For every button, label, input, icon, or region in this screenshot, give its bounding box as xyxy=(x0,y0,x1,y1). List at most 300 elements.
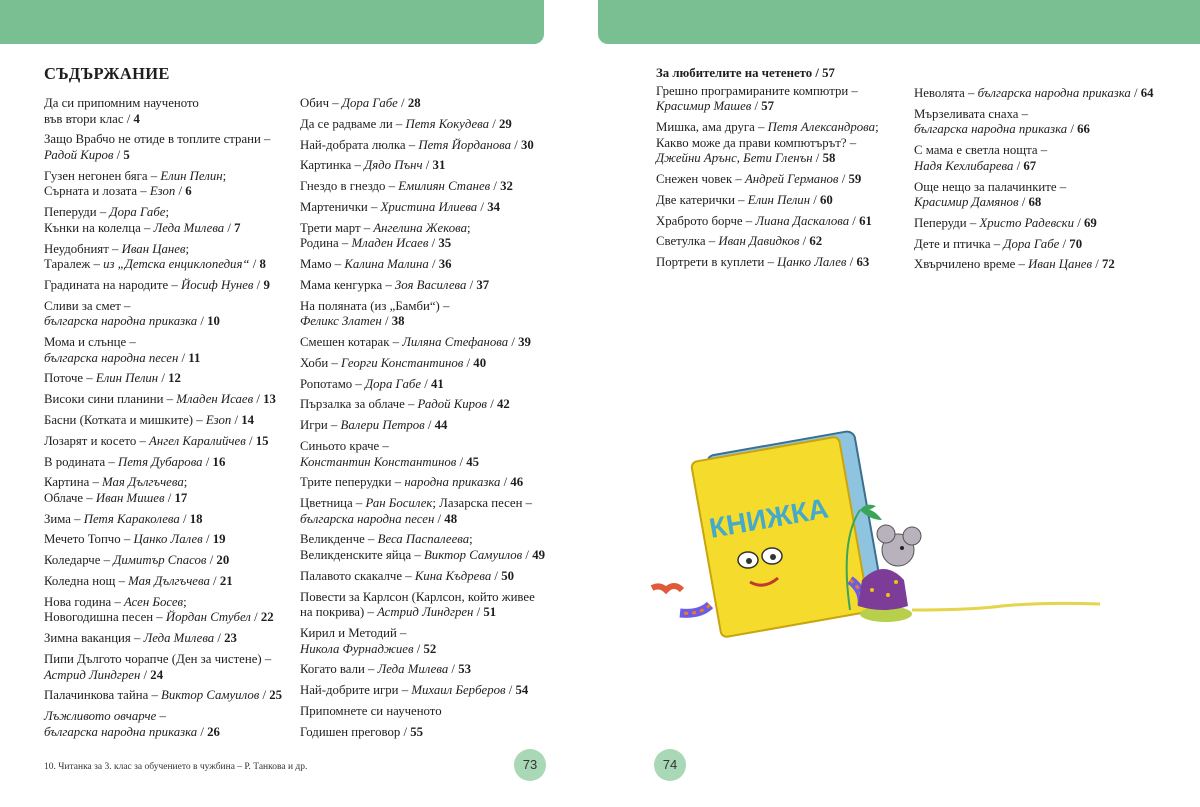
title-text: / xyxy=(202,532,213,547)
page-ref: 51 xyxy=(483,605,497,620)
toc-entry xyxy=(44,335,289,366)
page-ref: 4 xyxy=(133,111,140,126)
title-text: / xyxy=(179,511,190,526)
toc-entry xyxy=(656,172,906,188)
page-ref: 28 xyxy=(407,96,421,110)
toc-entry-line xyxy=(914,257,1164,273)
title-text: Нова година – xyxy=(44,594,125,609)
page-ref: 5 xyxy=(123,147,130,162)
page-ref: 14 xyxy=(241,412,255,427)
title-text: / xyxy=(381,314,392,329)
author-name: Никола Фурнаджиев xyxy=(300,641,414,656)
author-name: Йосиф Нунев xyxy=(180,277,254,292)
page-ref: 67 xyxy=(1023,158,1037,173)
toc-entry-line xyxy=(300,356,545,372)
toc-entry-line xyxy=(656,120,906,136)
title-text: Синьото краче – xyxy=(300,438,389,453)
toc-entry xyxy=(300,221,545,252)
author-name: Леда Милева xyxy=(143,631,215,646)
toc-entry-line xyxy=(44,668,289,684)
toc-entry-line xyxy=(44,392,289,408)
title-text: Басни (Котката и мишките) – xyxy=(44,412,206,427)
author-name: българска народна приказка xyxy=(44,724,198,739)
author-name: Цанко Лалев xyxy=(133,532,203,547)
author-name: Петя Александрова xyxy=(767,119,876,134)
toc-entry-line xyxy=(44,475,289,491)
toc-entry-line xyxy=(44,532,289,548)
title-text: / xyxy=(500,475,511,490)
page-ref: 11 xyxy=(188,350,201,365)
toc-entry-line xyxy=(44,413,289,429)
page-ref: 66 xyxy=(1077,122,1090,137)
title-text: / xyxy=(810,192,821,207)
toc-entry-line xyxy=(44,595,289,611)
title-text: ; Лазарска песен – xyxy=(432,496,533,511)
title-text: / xyxy=(164,490,175,505)
title-text: / xyxy=(209,574,220,589)
author-name: Елин Пелин xyxy=(160,168,223,183)
author-name: Радой Киров xyxy=(44,147,114,162)
toc-entry-line xyxy=(44,205,289,221)
toc-entry-line xyxy=(44,491,289,507)
footer-note: 10. Читанка за 3. клас за обучението в чужбина – Р. Танкова и др. xyxy=(44,762,308,772)
page-ref: 25 xyxy=(269,688,283,703)
toc-entry xyxy=(44,512,289,528)
page-ref: 21 xyxy=(219,574,233,589)
toc-entry xyxy=(914,257,1164,273)
title-text: ; xyxy=(466,220,471,235)
author-name: Йордан Стубел xyxy=(165,610,251,625)
author-name: Димитър Спасов xyxy=(113,553,207,568)
title-text: Пеперуди – xyxy=(914,215,980,230)
toc-entry xyxy=(914,86,1164,102)
toc-entry-line xyxy=(44,132,289,148)
toc-entry xyxy=(44,299,289,330)
title-text: Снежен човек – xyxy=(656,171,745,186)
toc-entry-line xyxy=(300,278,545,294)
toc-entry-line xyxy=(300,200,545,216)
title-text: / xyxy=(466,277,477,292)
page-ref: 12 xyxy=(168,371,181,386)
title-text: Хвърчилено време – xyxy=(914,257,1029,272)
author-name: Андрей Германов xyxy=(744,171,839,186)
page-ref: 8 xyxy=(259,257,266,272)
author-name: Петя Кокудева xyxy=(405,116,489,131)
title-text: ; xyxy=(875,119,879,134)
toc-entry-line xyxy=(656,136,906,152)
toc-entry-line xyxy=(300,96,545,112)
toc-entry-line xyxy=(44,371,289,387)
title-text: ; xyxy=(469,532,473,547)
toc-entry-line xyxy=(44,221,289,237)
title-text: Да си припомним наученото xyxy=(44,96,199,110)
toc-entry-line xyxy=(300,397,545,413)
title-text: ; xyxy=(165,205,170,220)
author-name: Лиляна Стефанова xyxy=(402,335,509,349)
page-ref: 9 xyxy=(263,277,270,292)
title-text: / xyxy=(178,350,189,365)
author-name: Джейни Арънс, Бети Гленън xyxy=(656,151,813,166)
author-name: Красимир Дамянов xyxy=(914,195,1019,210)
page-ref: 24 xyxy=(150,667,164,682)
author-name: Младен Исаев xyxy=(176,392,254,407)
title-text: / xyxy=(490,179,501,194)
title-text: / xyxy=(175,184,186,199)
title-text: Още нещо за палачинките – xyxy=(914,179,1067,194)
toc-entry xyxy=(300,96,545,112)
toc-entry xyxy=(914,107,1164,138)
title-text: / xyxy=(511,137,521,152)
toc-entry-line xyxy=(914,143,1164,159)
title-text: / xyxy=(422,158,433,173)
title-text: Смешен котарак – xyxy=(300,335,403,349)
title-text: / xyxy=(428,236,439,251)
title-text: Грешно програмираните компютри – xyxy=(656,83,858,98)
author-name: Петя Караколева xyxy=(83,511,180,526)
title-text: / xyxy=(508,335,519,349)
book-mouse-illustration xyxy=(650,430,1100,660)
toc-entry xyxy=(300,590,545,621)
author-name: Христо Радевски xyxy=(979,215,1075,230)
header-band-right xyxy=(598,0,1200,44)
author-name: българска народна песен xyxy=(300,511,435,526)
toc-entry-line xyxy=(300,299,545,315)
toc-entry xyxy=(300,418,545,434)
toc-entry-line xyxy=(300,221,545,237)
title-text: Новогодишна песен – xyxy=(44,610,166,625)
toc-entry xyxy=(44,278,289,294)
title-text: Годишен преговор / xyxy=(300,724,411,739)
author-name: българска народна песен xyxy=(44,350,179,365)
title-text: Сърната и лозата – xyxy=(44,184,150,199)
title-text: В родината – xyxy=(44,454,118,469)
title-text: / xyxy=(846,255,857,270)
author-name: Елин Пелин xyxy=(95,371,159,386)
title-text: Игри – xyxy=(300,418,341,433)
page-ref: 44 xyxy=(434,418,448,433)
toc-entry-line xyxy=(300,569,545,585)
toc-entry xyxy=(656,193,906,209)
author-name: Калина Малина xyxy=(344,257,429,272)
page-ref: 49 xyxy=(532,548,545,563)
toc-entry-line xyxy=(44,725,289,741)
toc-entry-line xyxy=(44,96,289,112)
toc-entry-line xyxy=(300,626,545,642)
title-text: Мамо – xyxy=(300,257,345,272)
toc-entry xyxy=(300,257,545,273)
toc-entry-line xyxy=(44,278,289,294)
author-name: Елин Пелин xyxy=(747,192,811,207)
toc-entry-line xyxy=(300,532,545,548)
toc-entry-line xyxy=(44,299,289,315)
page-ref: 70 xyxy=(1069,236,1083,251)
toc-entry-line xyxy=(914,107,1164,123)
author-name: Христина Илиева xyxy=(380,199,478,214)
header-band-left xyxy=(0,0,544,44)
author-name: Красимир Машев xyxy=(656,99,752,114)
author-name: българска народна приказка xyxy=(977,86,1131,100)
title-text: / xyxy=(505,683,516,698)
author-name: Леда Милева xyxy=(153,220,225,235)
toc-entry-line xyxy=(44,148,289,164)
toc-entry xyxy=(44,532,289,548)
page-ref: 18 xyxy=(189,511,203,526)
toc-entry-line xyxy=(656,193,906,209)
toc-entry-line xyxy=(300,642,545,658)
toc-entry-line xyxy=(300,377,545,393)
toc-entry-line xyxy=(914,159,1164,175)
author-name: Петя Йорданова xyxy=(418,137,511,152)
toc-entry-line xyxy=(300,725,545,741)
title-text: Коледна нощ – xyxy=(44,574,129,589)
toc-entry-line xyxy=(44,434,289,450)
title-text: Мечето Топчо – xyxy=(44,532,134,547)
page-ref: 59 xyxy=(848,171,862,186)
title-text: Най-добрите игри – xyxy=(300,683,412,698)
author-name: Дора Габе xyxy=(365,376,422,391)
author-name: из „Детска енциклопедия“ xyxy=(103,257,250,272)
toc-entry xyxy=(300,439,545,470)
toc-entry-line xyxy=(656,151,906,167)
toc-entry xyxy=(656,120,906,167)
toc-entry xyxy=(44,652,289,683)
page-ref: 26 xyxy=(207,724,220,739)
title-text: / xyxy=(448,662,459,677)
page-ref: 38 xyxy=(391,314,405,329)
title-text: Поточе – xyxy=(44,371,96,386)
title-text: Светулка – xyxy=(656,234,719,249)
page-ref: 69 xyxy=(1084,215,1097,230)
toc-entry xyxy=(300,626,545,657)
page-ref: 46 xyxy=(510,475,524,490)
title-text: Кънки на колелца – xyxy=(44,220,154,235)
title-text: Портрети в куплети – xyxy=(656,255,778,270)
author-name: Иван Цанев xyxy=(1028,257,1093,272)
page-ref: 57 xyxy=(761,99,775,114)
toc-entry-line xyxy=(914,237,1164,253)
toc-column-4 xyxy=(914,86,1164,278)
toc-entry xyxy=(44,631,289,647)
title-text: на покрива) – xyxy=(300,605,378,620)
toc-column-2 xyxy=(300,96,545,745)
title-text: / xyxy=(214,631,225,646)
author-name: Петя Дубарова xyxy=(117,454,203,469)
title-text: / xyxy=(202,454,213,469)
toc-entry xyxy=(300,532,545,563)
toc-entry-line xyxy=(44,242,289,258)
title-text: ; xyxy=(185,241,190,256)
page-ref: 42 xyxy=(496,397,510,412)
page-ref: 55 xyxy=(410,724,424,739)
toc-entry-line xyxy=(44,257,289,273)
toc-entry-line xyxy=(44,335,289,351)
toc-entry-line xyxy=(300,179,545,195)
toc-column-3-list xyxy=(656,84,906,271)
title-text: Градината на народите – xyxy=(44,277,181,292)
author-name: Виктор Самуилов xyxy=(161,688,260,703)
title-text: Неудобният – xyxy=(44,241,122,256)
toc-entry xyxy=(300,138,545,154)
page-ref: 45 xyxy=(466,454,480,469)
page-ref: 40 xyxy=(473,355,487,370)
author-name: Георги Константинов xyxy=(341,355,464,370)
toc-entry-line xyxy=(44,574,289,590)
toc-entry-line xyxy=(44,652,289,668)
toc-entry-line xyxy=(300,496,545,512)
title-text: / xyxy=(799,234,810,249)
title-text: / xyxy=(113,147,124,162)
title-text: Таралеж – xyxy=(44,257,104,272)
page-ref: 32 xyxy=(500,179,513,194)
toc-entry xyxy=(300,117,545,133)
book-title-text: КНИЖКА xyxy=(706,492,831,544)
title-text: Обич – xyxy=(300,96,342,110)
toc-entry xyxy=(44,688,289,704)
toc-entry-line xyxy=(300,439,545,455)
title-text: Лозарят и косето – xyxy=(44,433,150,448)
toc-entry xyxy=(44,434,289,450)
title-text: / xyxy=(1074,215,1085,230)
title-text: / xyxy=(253,277,264,292)
page-ref: 58 xyxy=(822,151,836,166)
toc-entry-line xyxy=(656,234,906,250)
section-title: За любителите на четенето / 57 xyxy=(656,66,835,80)
page-ref: 62 xyxy=(809,234,823,249)
title-text: / xyxy=(253,392,264,407)
page-ref: 17 xyxy=(174,490,188,505)
toc-column-3 xyxy=(656,66,906,276)
title-text: / xyxy=(206,553,217,568)
author-name: Емилиян Станев xyxy=(398,179,491,194)
title-text: Да се радваме ли – xyxy=(300,116,406,131)
page-ref: 15 xyxy=(255,433,269,448)
author-name: Леда Милева xyxy=(377,662,449,677)
mouse-illustration xyxy=(847,505,1100,622)
title-text: / xyxy=(250,610,261,625)
toc-entry-line xyxy=(44,112,289,128)
title-text: Зимна ваканция – xyxy=(44,631,144,646)
toc-entry-line xyxy=(44,610,289,626)
toc-entry-line xyxy=(914,180,1164,196)
toc-entry xyxy=(300,179,545,195)
author-name: Младен Исаев xyxy=(351,236,429,251)
toc-entry xyxy=(300,356,545,372)
page-ref: 13 xyxy=(263,392,276,407)
page-ref: 37 xyxy=(476,277,490,292)
title-text: / xyxy=(477,199,488,214)
toc-entry-line xyxy=(914,86,1164,102)
author-name: Езоп xyxy=(149,184,176,199)
page-ref: 52 xyxy=(423,641,437,656)
page-ref: 39 xyxy=(518,335,531,349)
author-name: Езоп xyxy=(205,412,232,427)
toc-entry xyxy=(914,237,1164,253)
author-name: Мая Дългъчева xyxy=(128,574,210,589)
toc-entry xyxy=(44,132,289,163)
toc-entry-line xyxy=(44,455,289,471)
author-name: Радой Киров xyxy=(417,397,487,412)
toc-entry-line xyxy=(914,195,1164,211)
title-text: / xyxy=(421,376,431,391)
toc-entry xyxy=(300,397,545,413)
title-text: Неволята – xyxy=(914,86,978,100)
title-text: Мома и слънце – xyxy=(44,335,136,350)
author-name: Феликс Златен xyxy=(300,314,382,329)
title-text: Коледарче – xyxy=(44,553,114,568)
page-ref: 60 xyxy=(820,192,833,207)
contents-heading: СЪДЪРЖАНИЕ xyxy=(44,64,170,83)
toc-entry xyxy=(44,96,289,127)
toc-entry xyxy=(300,683,545,699)
title-text: Най-добрата люлка – xyxy=(300,137,419,152)
toc-entry-line xyxy=(300,512,545,528)
author-name: Зоя Василева xyxy=(394,277,467,292)
toc-entry xyxy=(656,234,906,250)
toc-entry xyxy=(44,205,289,236)
title-text: Мама кенгурка – xyxy=(300,277,395,292)
author-name: Кина Къдрева xyxy=(414,568,492,583)
page-ref: 22 xyxy=(260,610,274,625)
toc-entry xyxy=(44,595,289,626)
author-name: Цанко Лалев xyxy=(777,255,847,270)
toc-entry-line xyxy=(300,314,545,330)
title-text: Ропотамо – xyxy=(300,376,365,391)
toc-entry xyxy=(44,242,289,273)
title-text: / xyxy=(413,641,424,656)
page-ref: 63 xyxy=(856,255,870,270)
title-text: Картинка – xyxy=(300,158,365,173)
toc-entry-line xyxy=(656,99,906,115)
page-ref: 30 xyxy=(520,137,534,152)
title-text: / xyxy=(428,257,439,272)
toc-entry xyxy=(656,84,906,115)
toc-entry-line xyxy=(44,512,289,528)
toc-column-1 xyxy=(44,96,289,746)
author-name: Виктор Самуилов xyxy=(423,548,523,563)
toc-entry xyxy=(300,475,545,491)
toc-entry-line xyxy=(300,257,545,273)
toc-entry xyxy=(44,392,289,408)
page-ref: 72 xyxy=(1102,257,1115,272)
title-text: / xyxy=(487,397,497,412)
author-name: народна приказка xyxy=(404,475,501,490)
author-name: Иван Мишев xyxy=(95,490,165,505)
page-number-left: 73 xyxy=(514,749,546,781)
toc-entry xyxy=(300,377,545,393)
author-name: Астрид Линдгрен xyxy=(377,605,474,620)
toc-entry-line xyxy=(300,455,545,471)
title-text: Пипи Дългото чорапче (Ден за чистене) – xyxy=(44,651,272,666)
title-text: / xyxy=(522,548,533,563)
title-text: / xyxy=(463,355,474,370)
title-text: / xyxy=(849,213,860,228)
toc-entry xyxy=(44,413,289,429)
title-text: Храброто борче – xyxy=(656,213,756,228)
author-name: Дядо Пънч xyxy=(364,158,423,173)
page-ref: 10 xyxy=(207,314,220,329)
toc-entry xyxy=(300,662,545,678)
author-name: Мая Дългъчева xyxy=(102,475,184,490)
author-name: Иван Цанев xyxy=(121,241,186,256)
title-text: / xyxy=(473,605,484,620)
title-text: Когато вали – xyxy=(300,662,378,677)
toc-entry-line xyxy=(300,590,545,606)
toc-entry xyxy=(44,553,289,569)
page-ref: 41 xyxy=(430,376,444,391)
toc-entry xyxy=(300,335,545,351)
title-text: Високи сини планини – xyxy=(44,392,177,407)
title-text: във втори клас / xyxy=(44,111,134,126)
